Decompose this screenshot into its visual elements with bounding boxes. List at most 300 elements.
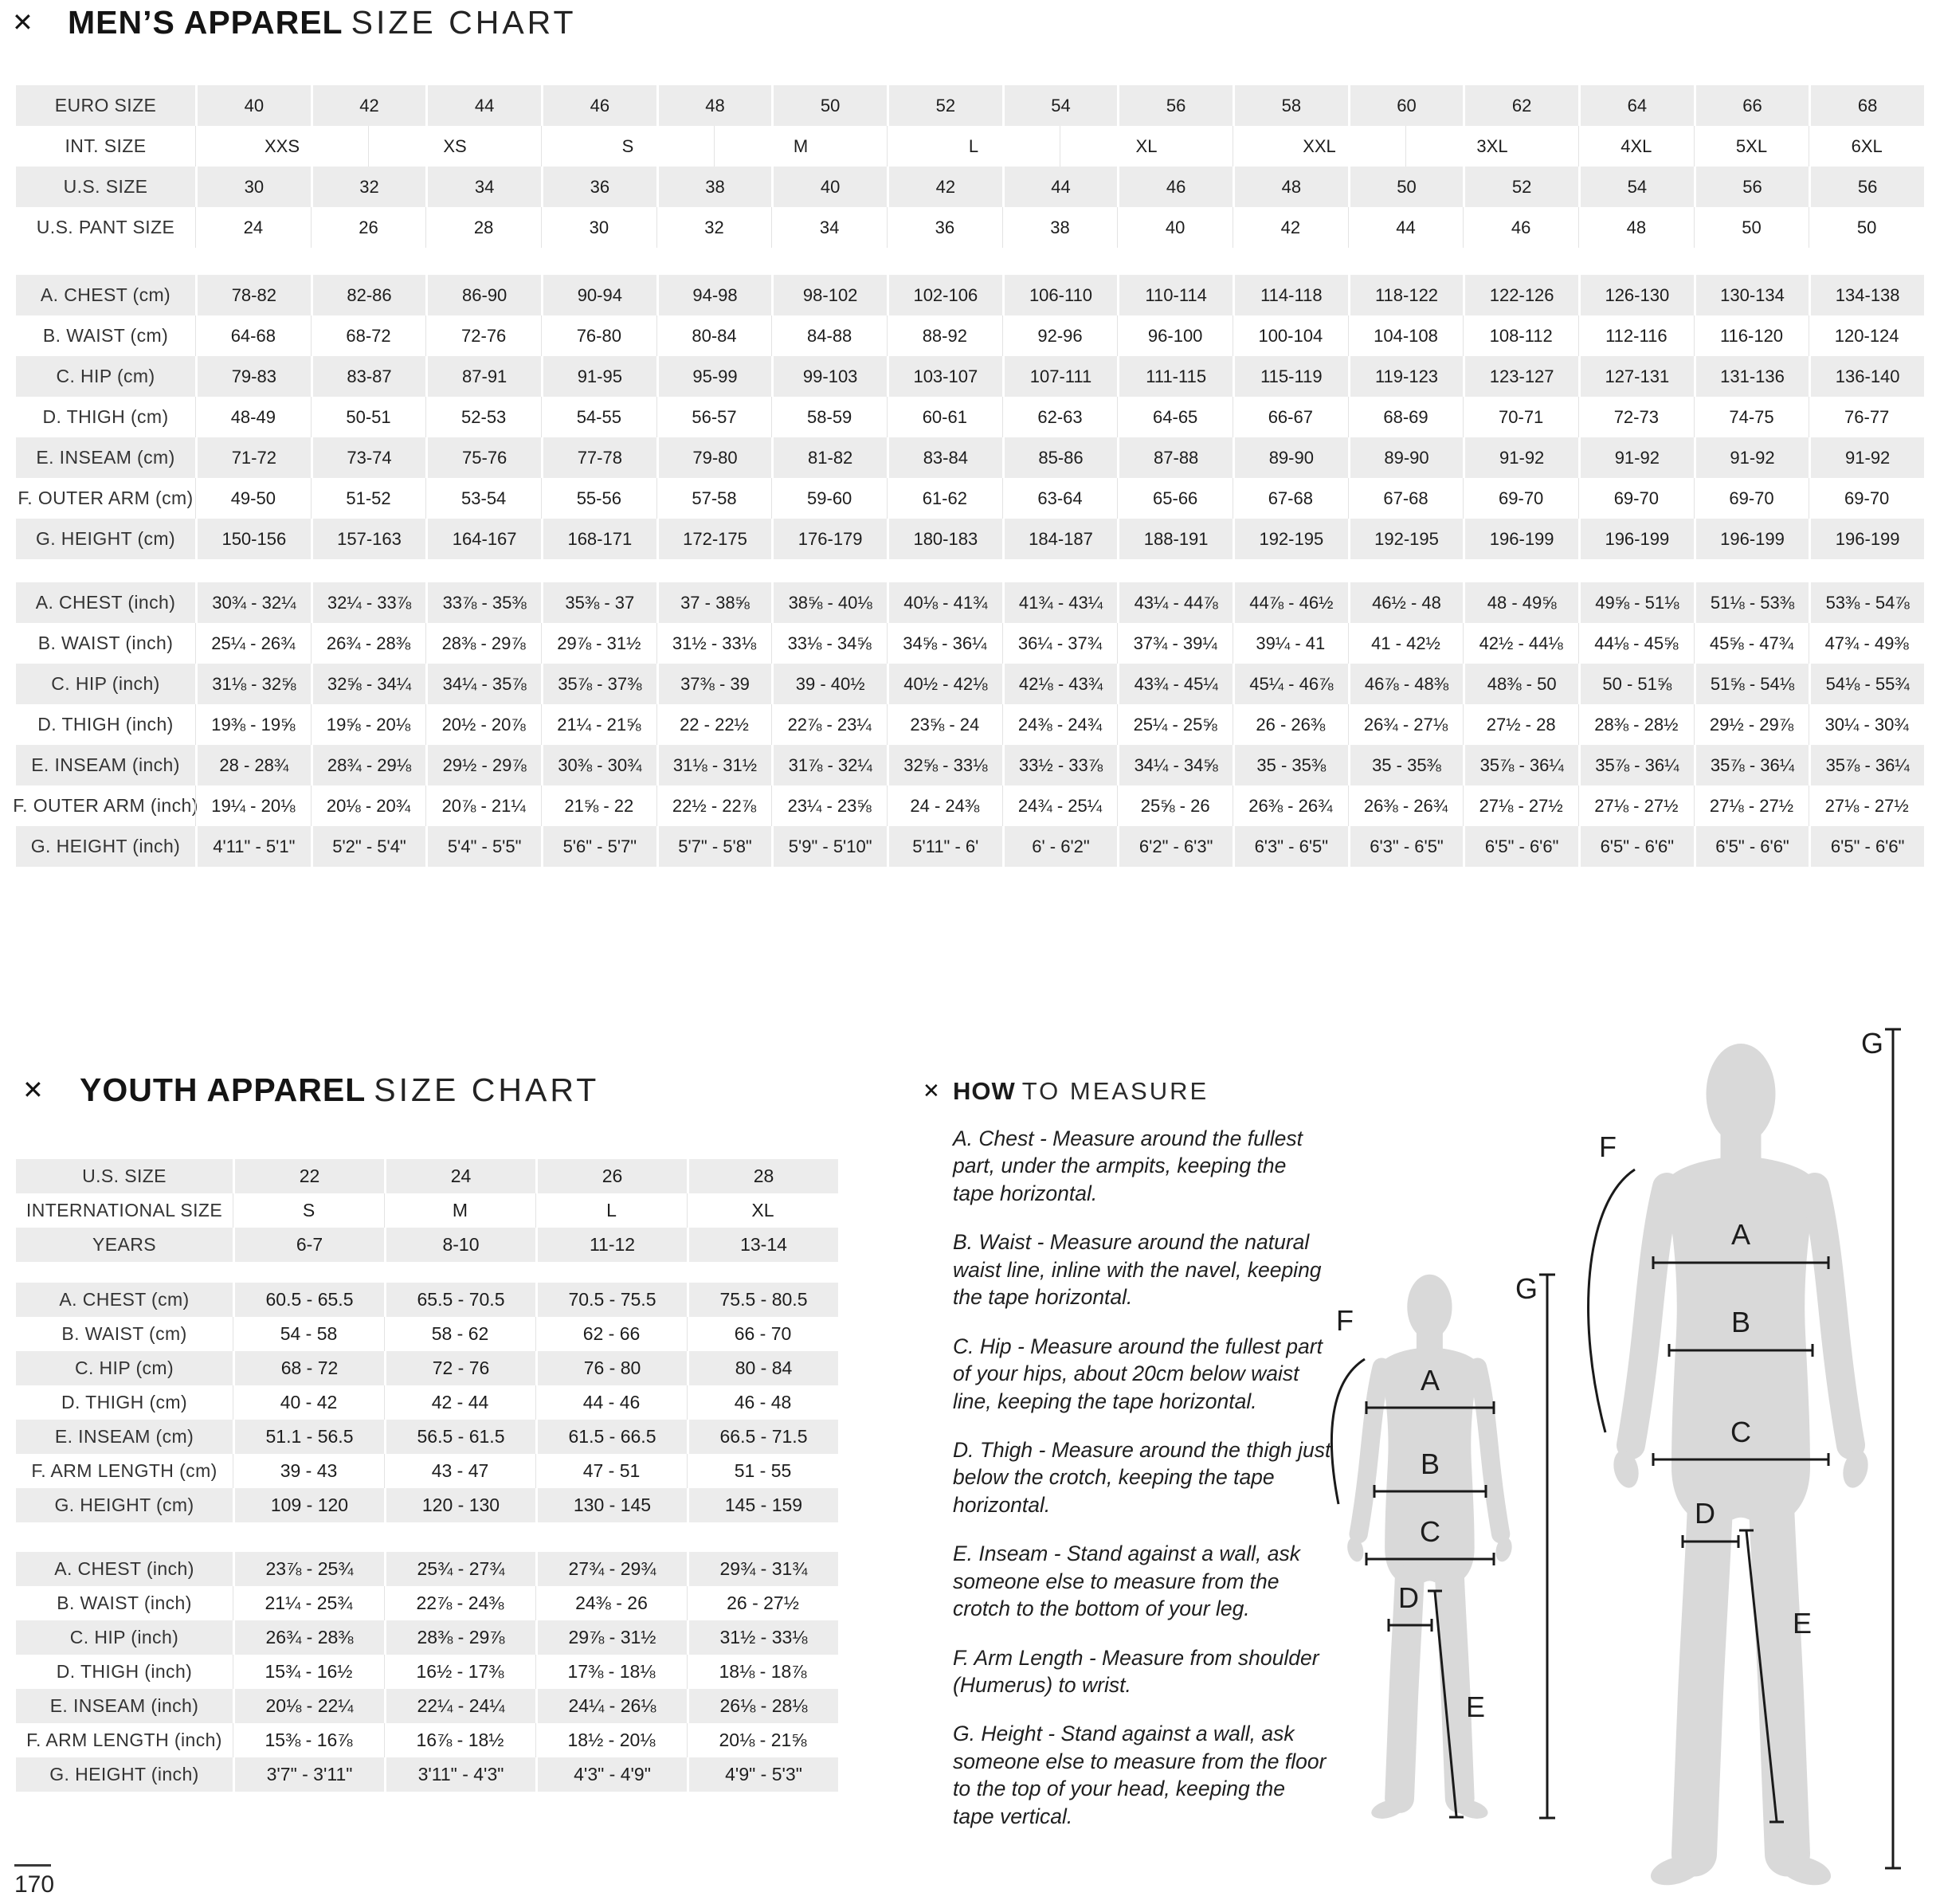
table-cell: 54⅛ - 55¾ — [1809, 664, 1924, 704]
table-cell: 60 — [1348, 85, 1464, 126]
table-cell: XXL — [1233, 126, 1405, 167]
table-cell: 71-72 — [195, 437, 311, 478]
table-cell: 51⅝ - 54⅛ — [1694, 664, 1809, 704]
table-cell: 17⅜ - 18⅛ — [535, 1655, 687, 1689]
table-cell: 80 - 84 — [687, 1351, 838, 1385]
table-cell: 25¼ - 25⅝ — [1117, 704, 1233, 745]
table-cell: 44 - 46 — [535, 1385, 687, 1420]
table-cell: 51⅛ - 53⅜ — [1694, 582, 1809, 623]
table-cell: 34 — [425, 167, 541, 207]
table-cell: 19⅜ - 19⅝ — [195, 704, 311, 745]
row-label: B. WAIST (inch) — [37, 633, 174, 653]
youth-page-title — [80, 1071, 600, 1108]
table-cell: 6'5" - 6'6" — [1463, 826, 1578, 867]
table-cell: 35⅜ - 37 — [541, 582, 656, 623]
table-cell: 76 - 80 — [535, 1351, 687, 1385]
table-cell: 4XL — [1578, 126, 1694, 167]
table-cell: 42½ - 44⅛ — [1463, 623, 1578, 664]
table-cell: 8-10 — [384, 1228, 535, 1262]
table-row — [16, 1283, 838, 1317]
table-cell: 51-52 — [311, 478, 426, 519]
table-cell: 62 - 66 — [535, 1317, 687, 1351]
table-cell: 98-102 — [771, 275, 887, 315]
table-cell: 29⅞ - 31½ — [541, 623, 656, 664]
table-cell: 42 - 44 — [384, 1385, 535, 1420]
table-cell: 46 — [1117, 167, 1233, 207]
row-label: D. THIGH (inch) — [37, 714, 174, 735]
table-cell: 66 — [1694, 85, 1809, 126]
row-label: E. INSEAM (cm) — [36, 447, 175, 468]
row-label: U.S. SIZE — [82, 1166, 167, 1186]
table-cell: 130-134 — [1694, 275, 1809, 315]
table-cell: 46 - 48 — [687, 1385, 838, 1420]
youth-waist-label: B — [1420, 1448, 1440, 1480]
table-cell: 67-68 — [1348, 478, 1464, 519]
table-cell: 23¼ - 23⅝ — [771, 785, 887, 826]
table-cell: 145 - 159 — [687, 1488, 838, 1522]
table-row — [16, 1454, 838, 1488]
table-cell: 27¾ - 29¾ — [535, 1552, 687, 1586]
table-cell: 48 — [1233, 167, 1348, 207]
table-cell: 76-77 — [1809, 397, 1924, 437]
table-cell: 13-14 — [687, 1228, 838, 1262]
table-cell: 54 - 58 — [233, 1317, 384, 1351]
table-cell: 5'6" - 5'7" — [541, 826, 656, 867]
table-cell: 20⅛ - 22¼ — [233, 1689, 384, 1723]
table-row — [16, 126, 1924, 167]
table-cell: 21¼ - 25¾ — [233, 1586, 384, 1620]
table-cell: 53-54 — [425, 478, 541, 519]
table-cell: 55-56 — [541, 478, 656, 519]
table-cell: 64-68 — [195, 315, 311, 356]
table-cell: 5'2" - 5'4" — [311, 826, 426, 867]
table-cell: 196-199 — [1694, 519, 1809, 559]
table-cell: 136-140 — [1809, 356, 1924, 397]
table-cell: 25¾ - 27¾ — [384, 1552, 535, 1586]
table-cell: 130 - 145 — [535, 1488, 687, 1522]
table-row — [16, 1351, 838, 1385]
table-cell: 91-92 — [1694, 437, 1809, 478]
row-label: G. HEIGHT (cm) — [54, 1495, 194, 1515]
table-row — [16, 1420, 838, 1454]
table-cell: 42⅛ - 43¾ — [1002, 664, 1118, 704]
row-label: D. THIGH (cm) — [42, 406, 169, 427]
table-cell: 40 — [1117, 207, 1233, 248]
table-row — [16, 478, 1924, 519]
table-cell: 26⅜ - 26¾ — [1348, 785, 1464, 826]
table-cell: 120 - 130 — [384, 1488, 535, 1522]
table-cell: 30¾ - 32¼ — [195, 582, 311, 623]
how-title-bold: HOW — [953, 1077, 1016, 1105]
table-cell: 26 - 26⅜ — [1233, 704, 1348, 745]
table-cell: L — [535, 1193, 687, 1228]
table-cell: 33⅛ - 34⅝ — [771, 623, 887, 664]
table-cell: 78-82 — [195, 275, 311, 315]
table-cell: 108-112 — [1463, 315, 1578, 356]
table-cell: 26 — [535, 1159, 687, 1193]
table-cell: 18⅛ - 18⅞ — [687, 1655, 838, 1689]
table-cell: 59-60 — [771, 478, 887, 519]
table-cell: 80-84 — [656, 315, 772, 356]
table-cell: 30 — [195, 167, 311, 207]
table-cell: 36 — [887, 207, 1002, 248]
table-cell: 33⅞ - 35⅜ — [425, 582, 541, 623]
table-cell: 30¼ - 30¾ — [1809, 704, 1924, 745]
table-row — [16, 1159, 838, 1193]
table-cell: 180-183 — [887, 519, 1002, 559]
table-cell: 6'5" - 6'6" — [1809, 826, 1924, 867]
table-cell: 157-163 — [311, 519, 426, 559]
table-cell: 68-72 — [311, 315, 426, 356]
table-cell: 6'3" - 6'5" — [1233, 826, 1348, 867]
table-row — [16, 664, 1924, 704]
table-row — [16, 1655, 838, 1689]
table-cell: 44⅞ - 46½ — [1233, 582, 1348, 623]
table-cell: 36 — [541, 167, 656, 207]
table-cell: 25⅝ - 26 — [1117, 785, 1233, 826]
table-cell: 69-70 — [1463, 478, 1578, 519]
table-cell: 31½ - 33⅛ — [656, 623, 772, 664]
table-cell: 24 — [384, 1159, 535, 1193]
table-cell: 41 - 42½ — [1348, 623, 1464, 664]
table-cell: 26¾ - 28⅜ — [311, 623, 426, 664]
table-cell: 43 - 47 — [384, 1454, 535, 1488]
table-cell: 51.1 - 56.5 — [233, 1420, 384, 1454]
table-cell: 119-123 — [1348, 356, 1464, 397]
table-cell: 69-70 — [1578, 478, 1694, 519]
table-cell: 72 - 76 — [384, 1351, 535, 1385]
table-cell: 4'3" - 4'9" — [535, 1757, 687, 1792]
table-cell: 15¾ - 16½ — [233, 1655, 384, 1689]
row-label: F. ARM LENGTH (cm) — [31, 1460, 218, 1481]
youth-close-icon[interactable]: ✕ — [22, 1075, 44, 1104]
table-cell: 22⅞ - 23¼ — [771, 704, 887, 745]
table-cell: 56 — [1117, 85, 1233, 126]
table-cell: 52 — [1463, 167, 1578, 207]
youth-title-light: SIZE CHART — [374, 1071, 600, 1108]
table-cell: XL — [687, 1193, 838, 1228]
row-label: D. THIGH (cm) — [61, 1392, 188, 1412]
table-cell: XXS — [195, 126, 368, 167]
row-label: E. INSEAM (inch) — [31, 754, 180, 775]
table-cell: 184-187 — [1002, 519, 1118, 559]
page-number: 170 — [14, 1864, 51, 1898]
table-cell: 3'7" - 3'11" — [233, 1757, 384, 1792]
table-cell: 34⅝ - 36¼ — [887, 623, 1002, 664]
table-cell: 58-59 — [771, 397, 887, 437]
table-cell: 43¾ - 45¼ — [1117, 664, 1233, 704]
table-cell: 63-64 — [1002, 478, 1118, 519]
table-cell: 72-73 — [1578, 397, 1694, 437]
table-cell: 62 — [1463, 85, 1578, 126]
table-cell: 41¾ - 43¼ — [1002, 582, 1118, 623]
table-cell: 19¼ - 20⅛ — [195, 785, 311, 826]
table-cell: 50 - 51⅝ — [1578, 664, 1694, 704]
table-cell: 45¼ - 46⅞ — [1233, 664, 1348, 704]
table-cell: 52-53 — [425, 397, 541, 437]
table-row — [13, 785, 1924, 826]
table-cell: 56 — [1694, 167, 1809, 207]
row-label: E. INSEAM (inch) — [49, 1695, 199, 1716]
youth-figure — [1345, 1275, 1515, 1822]
table-cell: 5XL — [1694, 126, 1809, 167]
table-cell: 6XL — [1809, 126, 1924, 167]
table-cell: 122-126 — [1463, 275, 1578, 315]
youth-hip-label: C — [1420, 1515, 1440, 1548]
table-cell: 109 - 120 — [233, 1488, 384, 1522]
table-cell: 28 — [425, 207, 541, 248]
table-cell: 127-131 — [1578, 356, 1694, 397]
how-to-measure-paragraph: D. Thigh - Measure around the thigh just below the crotch, keeping the tape horizontal. — [953, 1437, 1331, 1517]
table-cell: 6'2" - 6'3" — [1117, 826, 1233, 867]
table-cell: 31⅛ - 31½ — [656, 745, 772, 785]
table-cell: 16⅞ - 18½ — [384, 1723, 535, 1757]
table-cell: 3'11" - 4'3" — [384, 1757, 535, 1792]
adult-thigh-label: D — [1695, 1497, 1715, 1530]
table-row — [16, 315, 1924, 356]
table-cell: 6-7 — [233, 1228, 384, 1262]
how-to-measure-paragraph: F. Arm Length - Measure from shoulder (Humerus) to wrist. — [953, 1645, 1319, 1697]
table-cell: 3XL — [1405, 126, 1578, 167]
table-cell: 4'9" - 5'3" — [687, 1757, 838, 1792]
table-cell: 131-136 — [1694, 356, 1809, 397]
mens-size-header-table — [16, 85, 1924, 248]
table-cell: 58 — [1233, 85, 1348, 126]
table-cell: 35⅞ - 36¼ — [1578, 745, 1694, 785]
table-cell: 92-96 — [1002, 315, 1118, 356]
table-cell: 46 — [1463, 207, 1578, 248]
table-cell: 23⅞ - 25¾ — [233, 1552, 384, 1586]
how-to-measure-title — [953, 1077, 1209, 1106]
table-cell: 192-195 — [1348, 519, 1464, 559]
measurement-figures-illustration — [1291, 988, 1936, 1904]
table-cell: 32 — [311, 167, 426, 207]
table-cell: 74-75 — [1694, 397, 1809, 437]
table-cell: 110-114 — [1117, 275, 1233, 315]
table-cell: 26 - 27½ — [687, 1586, 838, 1620]
table-cell: 40½ - 42⅛ — [887, 664, 1002, 704]
table-cell: 54-55 — [541, 397, 656, 437]
table-row — [16, 704, 1924, 745]
table-cell: 89-90 — [1233, 437, 1348, 478]
youth-inseam-label: E — [1465, 1690, 1486, 1723]
table-cell: 116-120 — [1694, 315, 1809, 356]
table-cell: 27⅛ - 27½ — [1809, 785, 1924, 826]
table-cell: 27½ - 28 — [1463, 704, 1578, 745]
table-cell: 42 — [311, 85, 426, 126]
table-cell: 37 - 38⅝ — [656, 582, 772, 623]
table-cell: 31⅛ - 32⅝ — [195, 664, 311, 704]
table-cell: 20⅛ - 20¾ — [311, 785, 426, 826]
table-cell: 134-138 — [1809, 275, 1924, 315]
row-label: B. WAIST (inch) — [57, 1593, 192, 1613]
row-label: D. THIGH (inch) — [56, 1661, 193, 1682]
table-cell: 50 — [1348, 167, 1464, 207]
table-cell: 89-90 — [1348, 437, 1464, 478]
table-cell: 75.5 - 80.5 — [687, 1283, 838, 1317]
table-cell: 40 — [195, 85, 311, 126]
table-cell: 28¾ - 29⅛ — [311, 745, 426, 785]
table-cell: 103-107 — [887, 356, 1002, 397]
table-row — [16, 275, 1924, 315]
mens-close-icon[interactable]: ✕ — [12, 8, 33, 37]
table-cell: 45⅝ - 47¾ — [1694, 623, 1809, 664]
table-cell: 64 — [1578, 85, 1694, 126]
table-cell: 39¼ - 41 — [1233, 623, 1348, 664]
table-row — [16, 1488, 838, 1522]
table-cell: 18½ - 20⅛ — [535, 1723, 687, 1757]
mens-page-title — [68, 6, 577, 39]
adult-chest-label: A — [1730, 1218, 1751, 1251]
table-cell: 37¾ - 39¼ — [1117, 623, 1233, 664]
table-cell: 91-92 — [1463, 437, 1578, 478]
table-cell: 51 - 55 — [687, 1454, 838, 1488]
row-label: U.S. PANT SIZE — [36, 217, 175, 237]
youth-size-header-table — [16, 1159, 838, 1262]
table-cell: 50 — [771, 85, 887, 126]
row-label: INT. SIZE — [65, 135, 147, 156]
table-cell: 82-86 — [311, 275, 426, 315]
table-cell: L — [887, 126, 1060, 167]
adult-height-label: G — [1860, 1027, 1884, 1060]
table-cell: 81-82 — [771, 437, 887, 478]
table-cell: 70.5 - 75.5 — [535, 1283, 687, 1317]
table-cell: 24¼ - 26⅛ — [535, 1689, 687, 1723]
table-cell: 188-191 — [1117, 519, 1233, 559]
table-cell: 34¼ - 35⅞ — [425, 664, 541, 704]
table-cell: 77-78 — [541, 437, 656, 478]
row-label: U.S. SIZE — [63, 176, 148, 197]
table-cell: 30 — [541, 207, 656, 248]
table-cell: 91-92 — [1578, 437, 1694, 478]
table-cell: 23⅝ - 24 — [887, 704, 1002, 745]
table-cell: 24⅜ - 26 — [535, 1586, 687, 1620]
mens-cm-table — [16, 275, 1924, 559]
youth-thigh-label: D — [1398, 1581, 1419, 1614]
table-cell: 26⅛ - 28⅛ — [687, 1689, 838, 1723]
table-cell: 22⅞ - 24⅜ — [384, 1586, 535, 1620]
table-cell: 28⅜ - 29⅞ — [384, 1620, 535, 1655]
youth-arm-length-label: F — [1336, 1304, 1354, 1337]
table-cell: 164-167 — [425, 519, 541, 559]
table-cell: 66 - 70 — [687, 1317, 838, 1351]
table-cell: 24 - 24⅜ — [887, 785, 1002, 826]
how-to-measure-paragraph: G. Height - Stand against a wall, ask someone else to measure from the floor to the top of your head, keeping the tape vertical. — [953, 1722, 1327, 1828]
how-to-measure-paragraph: C. Hip - Measure around the fullest part of your hips, about 20cm below waist line, keeping the tape horizontal. — [953, 1334, 1323, 1413]
table-cell: 107-111 — [1002, 356, 1118, 397]
table-cell: 20⅞ - 21¼ — [425, 785, 541, 826]
table-cell: 44⅛ - 45⅝ — [1578, 623, 1694, 664]
table-cell: 29⅞ - 31½ — [535, 1620, 687, 1655]
table-cell: 168-171 — [541, 519, 656, 559]
table-cell: 65-66 — [1117, 478, 1233, 519]
table-cell: 5'11" - 6' — [887, 826, 1002, 867]
table-cell: 75-76 — [425, 437, 541, 478]
table-cell: 44 — [425, 85, 541, 126]
table-cell: 26¾ - 28⅜ — [233, 1620, 384, 1655]
table-row — [16, 356, 1924, 397]
table-cell: 5'4" - 5'5" — [425, 826, 541, 867]
table-cell: 85-86 — [1002, 437, 1118, 478]
table-cell: 25¼ - 26¾ — [195, 623, 311, 664]
table-row — [16, 826, 1924, 867]
table-cell: 24¾ - 25¼ — [1002, 785, 1118, 826]
table-cell: 32⅝ - 34¼ — [311, 664, 426, 704]
table-cell: 32¼ - 33⅞ — [311, 582, 426, 623]
table-cell: 47 - 51 — [535, 1454, 687, 1488]
table-cell: 33½ - 33⅞ — [1002, 745, 1118, 785]
table-cell: 39 - 40½ — [771, 664, 887, 704]
row-label: C. HIP (inch) — [51, 673, 160, 694]
table-cell: 15⅜ - 16⅞ — [233, 1723, 384, 1757]
table-cell: 123-127 — [1463, 356, 1578, 397]
table-cell: 11-12 — [535, 1228, 687, 1262]
table-cell: 35⅞ - 37⅜ — [541, 664, 656, 704]
table-cell: 35⅞ - 36¼ — [1809, 745, 1924, 785]
table-cell: 172-175 — [656, 519, 772, 559]
youth-inch-table — [16, 1552, 838, 1792]
table-cell: 95-99 — [656, 356, 772, 397]
table-row — [16, 582, 1924, 623]
row-label: B. WAIST (cm) — [61, 1323, 187, 1344]
table-cell: 48⅜ - 50 — [1463, 664, 1578, 704]
table-cell: 28⅜ - 28½ — [1578, 704, 1694, 745]
table-cell: 27⅛ - 27½ — [1694, 785, 1809, 826]
table-cell: 43¼ - 44⅞ — [1117, 582, 1233, 623]
table-cell: 22½ - 22⅞ — [656, 785, 772, 826]
how-to-measure-instructions — [953, 1125, 1331, 1851]
table-cell: 24⅜ - 24¾ — [1002, 704, 1118, 745]
table-cell: 50 — [1694, 207, 1809, 248]
table-cell: 48 — [1578, 207, 1694, 248]
table-cell: 46 — [541, 85, 656, 126]
table-cell: 111-115 — [1117, 356, 1233, 397]
adult-figure — [1610, 1044, 1872, 1890]
table-cell: 69-70 — [1809, 478, 1924, 519]
table-row — [16, 1193, 838, 1228]
table-cell: 94-98 — [656, 275, 772, 315]
table-cell: 58 - 62 — [384, 1317, 535, 1351]
table-cell: 60-61 — [887, 397, 1002, 437]
table-row — [16, 745, 1924, 785]
table-cell: 21⅝ - 22 — [541, 785, 656, 826]
table-cell: 52 — [887, 85, 1002, 126]
table-cell: 48-49 — [195, 397, 311, 437]
table-cell: 54 — [1002, 85, 1118, 126]
youth-chest-label: A — [1420, 1364, 1440, 1397]
row-label: F. OUTER ARM (inch) — [13, 795, 198, 816]
table-cell: 67-68 — [1233, 478, 1348, 519]
table-cell: 48 — [656, 85, 772, 126]
table-cell: 27⅛ - 27½ — [1578, 785, 1694, 826]
table-cell: 53⅜ - 54⅞ — [1809, 582, 1924, 623]
table-cell: 104-108 — [1348, 315, 1464, 356]
table-cell: 42 — [887, 167, 1002, 207]
table-cell: 50 — [1809, 207, 1924, 248]
table-cell: 40 - 42 — [233, 1385, 384, 1420]
table-row — [16, 1723, 838, 1757]
youth-title-bold: YOUTH APPAREL — [80, 1071, 366, 1108]
table-cell: 61.5 - 66.5 — [535, 1420, 687, 1454]
table-cell: 68-69 — [1348, 397, 1464, 437]
table-cell: 56.5 - 61.5 — [384, 1420, 535, 1454]
table-cell: 68 - 72 — [233, 1351, 384, 1385]
how-to-measure-close-icon[interactable]: ✕ — [923, 1079, 940, 1103]
table-cell: 47¾ - 49⅜ — [1809, 623, 1924, 664]
table-cell: S — [233, 1193, 384, 1228]
table-cell: 35⅞ - 36¼ — [1694, 745, 1809, 785]
table-cell: 32 — [656, 207, 772, 248]
